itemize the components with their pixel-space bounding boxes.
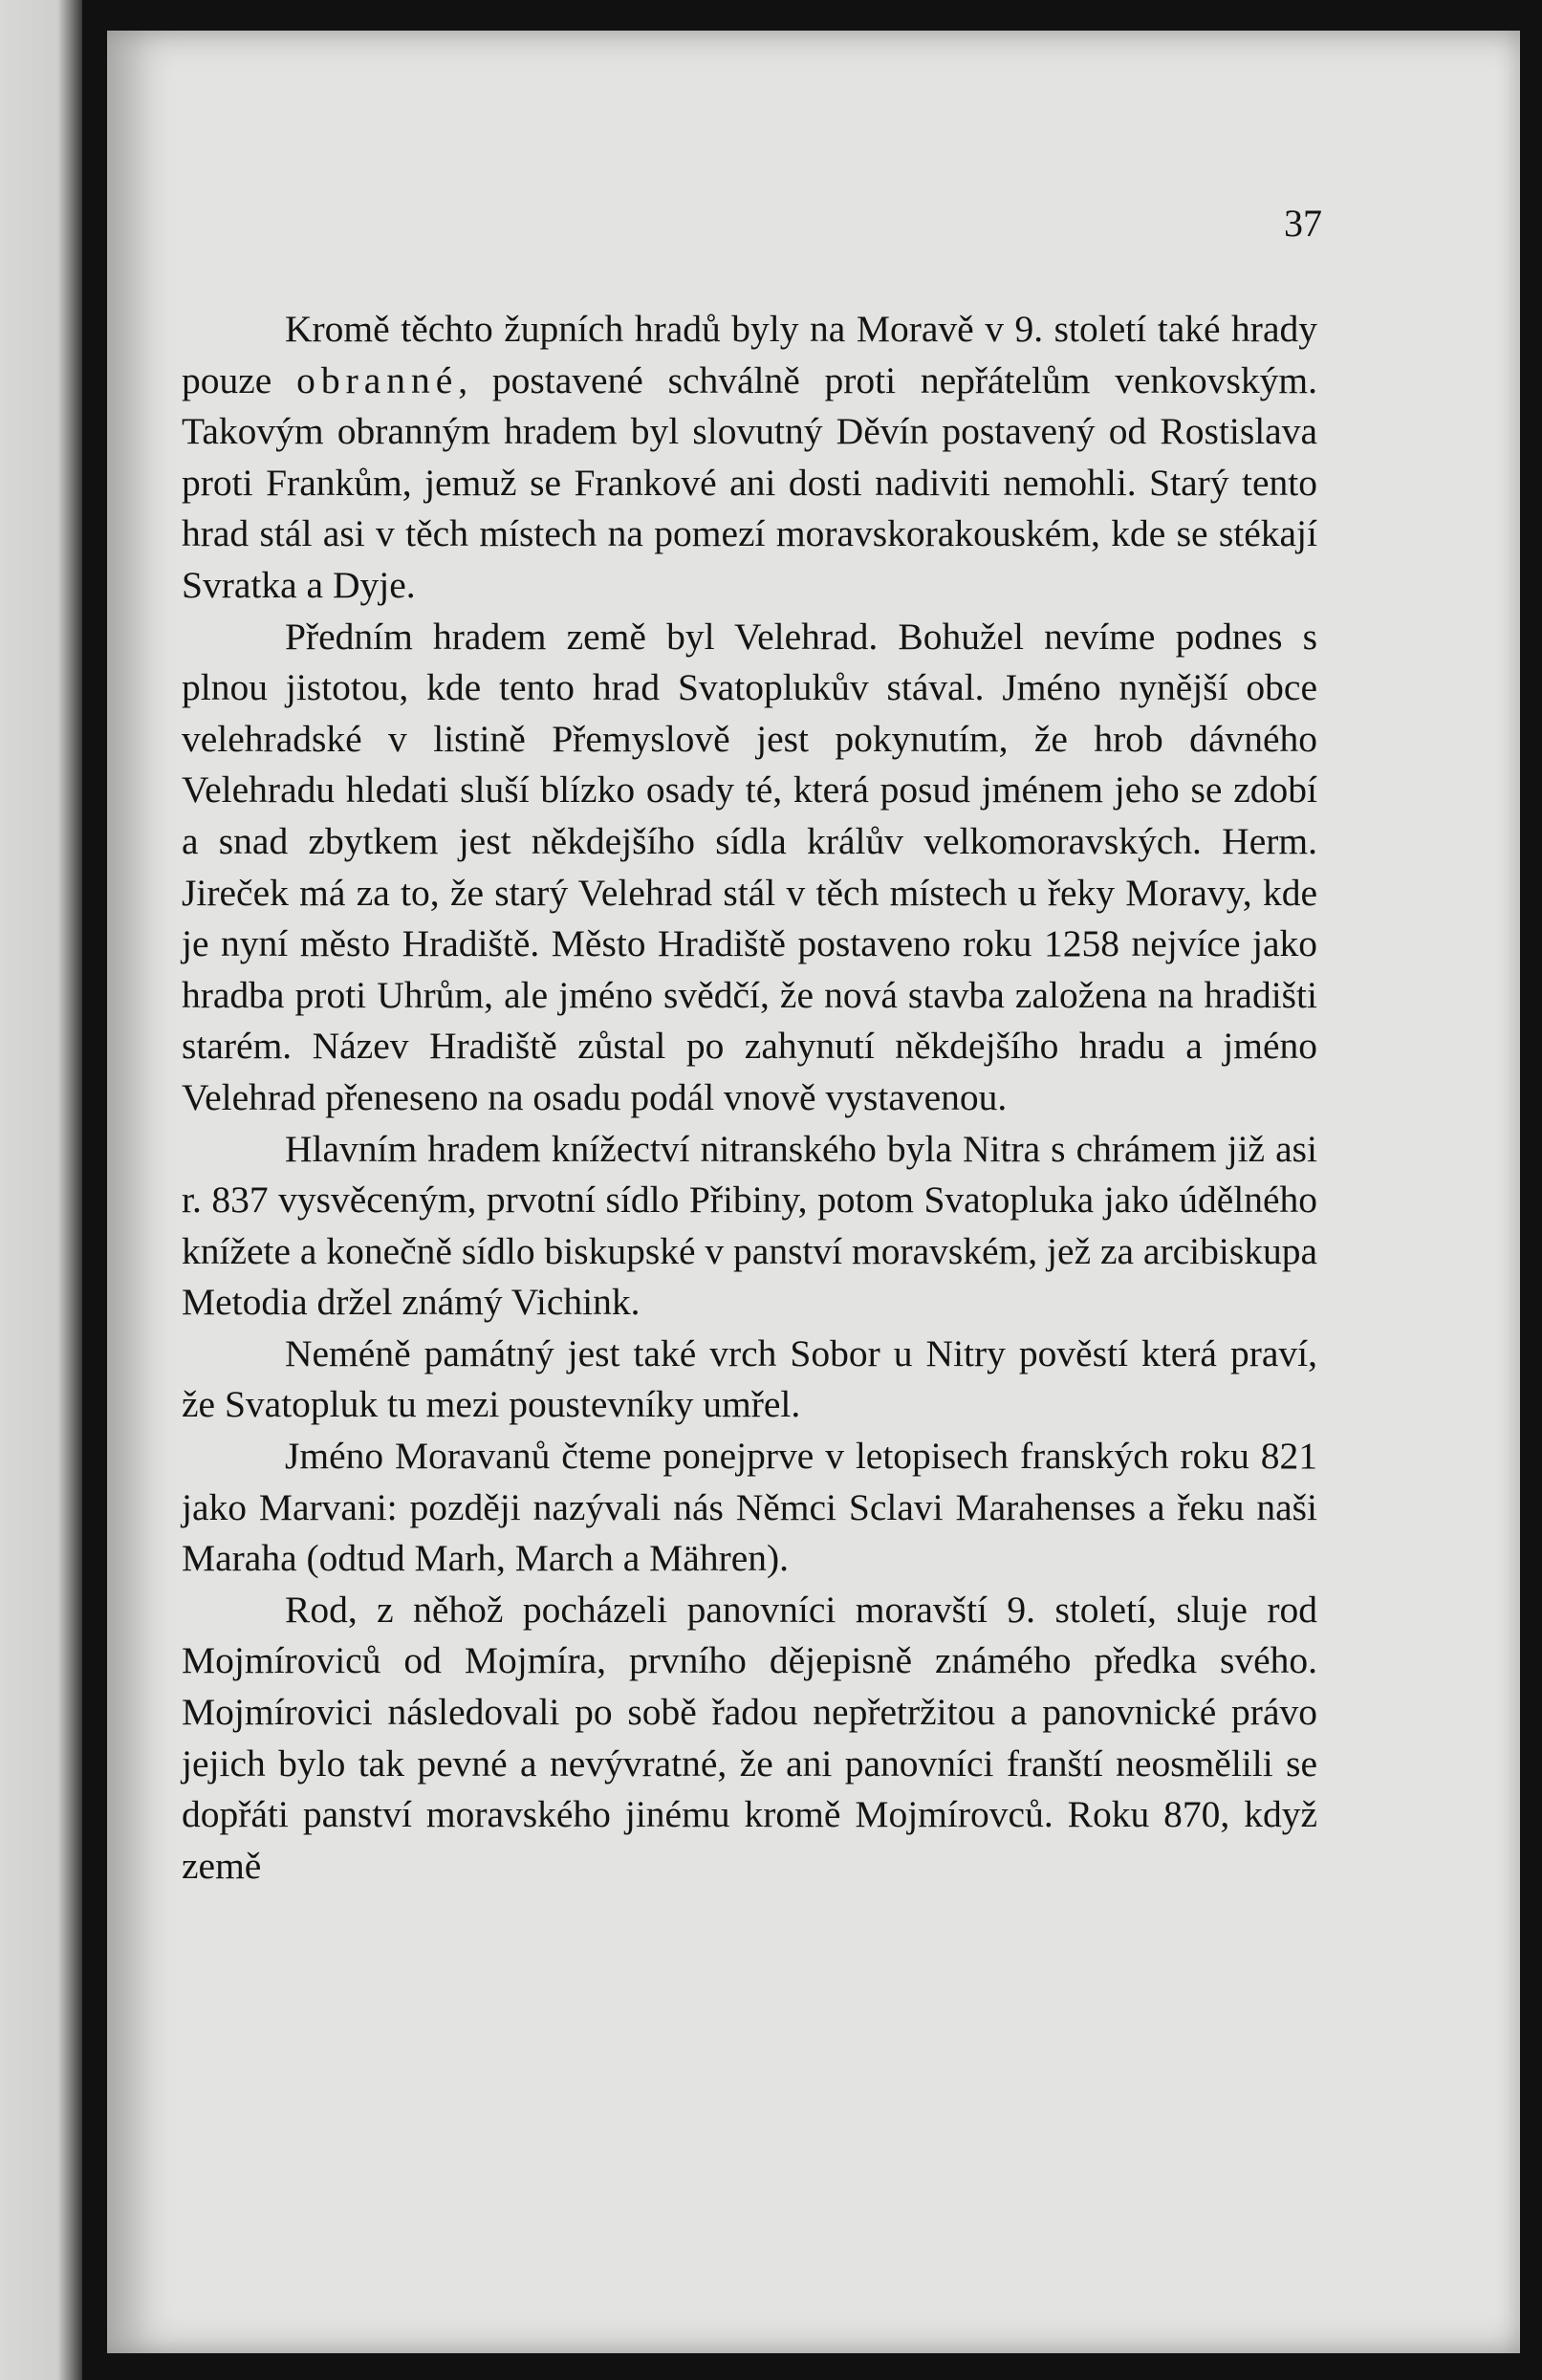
page-number: 37 bbox=[1284, 202, 1322, 245]
page-text bbox=[182, 304, 1317, 1892]
paragraph-1-end: , postavené schválně proti nepřátelům venkovským. Takovým obranným hradem byl slovutný Děvín postavený od Rostislava proti Frankům, jemuž se Frankové ani dosti nadiviti nemohli. Starý tento hrad stál asi v těch místech na pomezí moravskorakouském, kde se stékají Svratka a Dyje. bbox=[182, 358, 1317, 606]
paragraph-4: Neméně památný jest také vrch Sobor u Nitry pověstí která praví, že Svatopluk tu mezi poustevníky umřel. bbox=[182, 1331, 1317, 1426]
paragraph-5: Jméno Moravanů čteme ponejprve v letopisech franských roku 821 jako Marvani: později nazývali nás Němci Sclavi Marahenses a řeku naši Maraha (odtud Marh, March a Mähren). bbox=[182, 1435, 1317, 1580]
paragraph-1 bbox=[182, 304, 1317, 612]
paragraph-1-start: Kromě těchto župních hradů byly na Moravě v 9. století také hrady pouze bbox=[182, 308, 1317, 401]
previous-page-edge bbox=[0, 0, 82, 2380]
paragraph-6: Rod, z něhož pocházeli panovníci moravští 9. století, sluje rod Mojmíroviců od Mojmíra, prvního dějepisně známého předka svého. Mojmírovici následovali po sobě řadou nepřetržitou a panovnické právo jejich bylo tak pevné a nevývratné, že ani panovníci franští neosmělili se dopřáti panství moravského jinému kromě Mojmírovců. Roku 870, když země bbox=[182, 1588, 1317, 1887]
emphasis-obranne: obranné bbox=[296, 358, 459, 401]
paragraph-2: Předním hradem země byl Velehrad. Bohužel nevíme podnes s plnou jistotou, kde tento hrad Svatoplukův stával. Jméno nynější obce velehradské v listině Přemyslově jest pokynutím, že hrob dávného Velehradu hledati sluší blízko osady té, která posud jménem jeho se zdobí a snad zbytkem jest někdejšího sídla králův velkomoravských. Herm. Jireček má za to, že starý Velehrad stál v těch místech u řeky Moravy, kde je nyní město Hradiště. Město Hradiště postaveno roku 1258 nejvíce jako hradba proti Uhrům, ale jméno svědčí, že nová stavba založena na hradišti starém. Název Hradiště zůstal po zahynutí někdejšího hradu a jméno Velehrad přeneseno na osadu podál vnově vystavenou. bbox=[182, 615, 1317, 1118]
paragraph-3: Hlavním hradem knížectví nitranského byla Nitra s chrámem již asi r. 837 vysvěceným, prvotní sídlo Přibiny, potom Svatopluka jako údělného knížete a konečně sídlo biskupské v panství moravském, jež za arcibiskupa Metodia držel známý Vichink. bbox=[182, 1127, 1317, 1324]
